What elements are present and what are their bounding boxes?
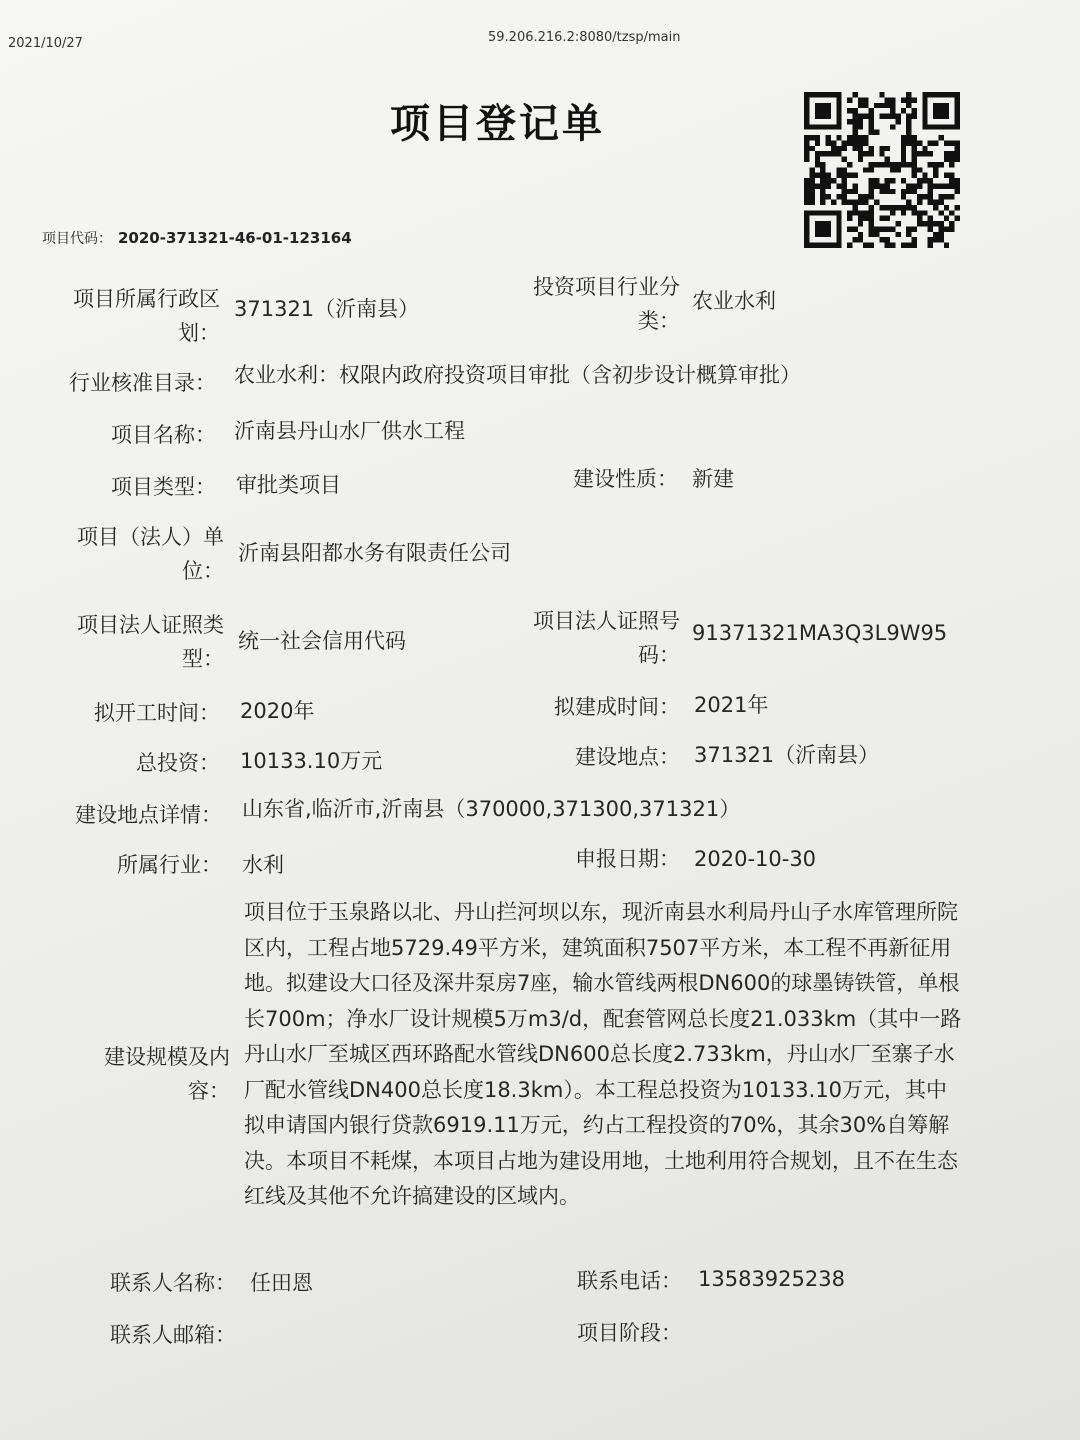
- start-time-value: 2020年: [240, 699, 315, 723]
- print-url: 59.206.216.2:8080/tzsp/main: [488, 30, 681, 45]
- scope-label: 建设规模及内容：: [104, 1045, 230, 1103]
- qr-code-icon: [804, 92, 960, 248]
- project-name-label: 项目名称：: [111, 423, 216, 447]
- industry-category-value: 农业水利: [692, 289, 776, 313]
- nature-value: 新建: [692, 467, 734, 491]
- contact-name-label: 联系人名称：: [110, 1271, 236, 1295]
- project-code-value: 2020-371321-46-01-123164: [118, 229, 352, 247]
- contact-phone-label: 联系电话：: [577, 1269, 682, 1293]
- industry-value: 水利: [242, 853, 284, 877]
- project-type-value: 审批类项目: [236, 473, 341, 497]
- report-date-value: 2020-10-30: [694, 847, 817, 871]
- cert-number-label: 项目法人证照号码：: [533, 609, 680, 667]
- cert-type-label: 项目法人证照类型：: [77, 613, 224, 671]
- catalog-label: 行业核准目录：: [69, 371, 216, 395]
- project-code-label: 项目代码：: [42, 231, 112, 247]
- start-time-label: 拟开工时间：: [94, 701, 220, 725]
- project-type-label: 项目类型：: [111, 475, 216, 499]
- project-name-value: 沂南县丹山水厂供水工程: [234, 419, 465, 443]
- end-time-value: 2021年: [694, 693, 769, 717]
- report-date-label: 申报日期：: [575, 847, 680, 871]
- end-time-label: 拟建成时间：: [554, 695, 680, 719]
- location-detail-value: 山东省,临沂市,沂南县（370000,371300,371321）: [242, 797, 741, 821]
- contact-email-label: 联系人邮箱：: [110, 1323, 236, 1347]
- page-title: 项目登记单: [390, 101, 605, 147]
- contact-phone-value: 13583925238: [698, 1267, 845, 1291]
- region-label: 项目所属行政区划：: [73, 287, 220, 345]
- location-label: 建设地点：: [575, 745, 680, 769]
- scope-content: 项目位于玉泉路以北、丹山拦河坝以东，现沂南县水利局丹山子水库管理所院区内，工程占地5729.49平方米，建筑面积7507平方米，本工程不再新征用地。拟建设大口径及深井泵房7座，输水管线两根DN600的球墨铸铁管，单根长700m；净水厂设计规模5万m3/d，配套管网总长度21.033km（其中一路丹山水厂至城区西环路配水管线DN600总长度2.733km，丹山水厂至寨子水厂配水管线DN400总长度18.3km）。本工程总投资为10133.10万元，其中拟申请国内银行贷款6919.11万元，约占工程投资的70%，其余30%自筹解决。本项目不耗煤，本项目占地为建设用地，土地利用符合规划，且不在生态红线及其他不允许搞建设的区域内。: [244, 900, 962, 1208]
- contact-name-value: 任田恩: [250, 1271, 313, 1295]
- legal-unit-label: 项目（法人）单位：: [77, 525, 224, 583]
- investment-value: 10133.10万元: [240, 749, 383, 773]
- legal-unit-value: 沂南县阳都水务有限责任公司: [238, 541, 511, 565]
- location-value: 371321（沂南县）: [694, 743, 880, 767]
- investment-label: 总投资：: [136, 751, 220, 775]
- industry-category-label: 投资项目行业分类：: [533, 275, 680, 333]
- print-date: 2021/10/27: [8, 36, 83, 51]
- cert-type-value: 统一社会信用代码: [238, 629, 406, 653]
- industry-label: 所属行业：: [117, 853, 222, 877]
- region-value: 371321（沂南县）: [234, 297, 420, 321]
- catalog-value: 农业水利：权限内政府投资项目审批（含初步设计概算审批）: [234, 363, 801, 387]
- location-detail-label: 建设地点详情：: [75, 803, 222, 827]
- stage-label: 项目阶段：: [577, 1321, 682, 1345]
- nature-label: 建设性质：: [573, 467, 678, 491]
- project-code-row: [42, 228, 352, 248]
- cert-number-value: 91371321MA3Q3L9W95: [692, 621, 948, 645]
